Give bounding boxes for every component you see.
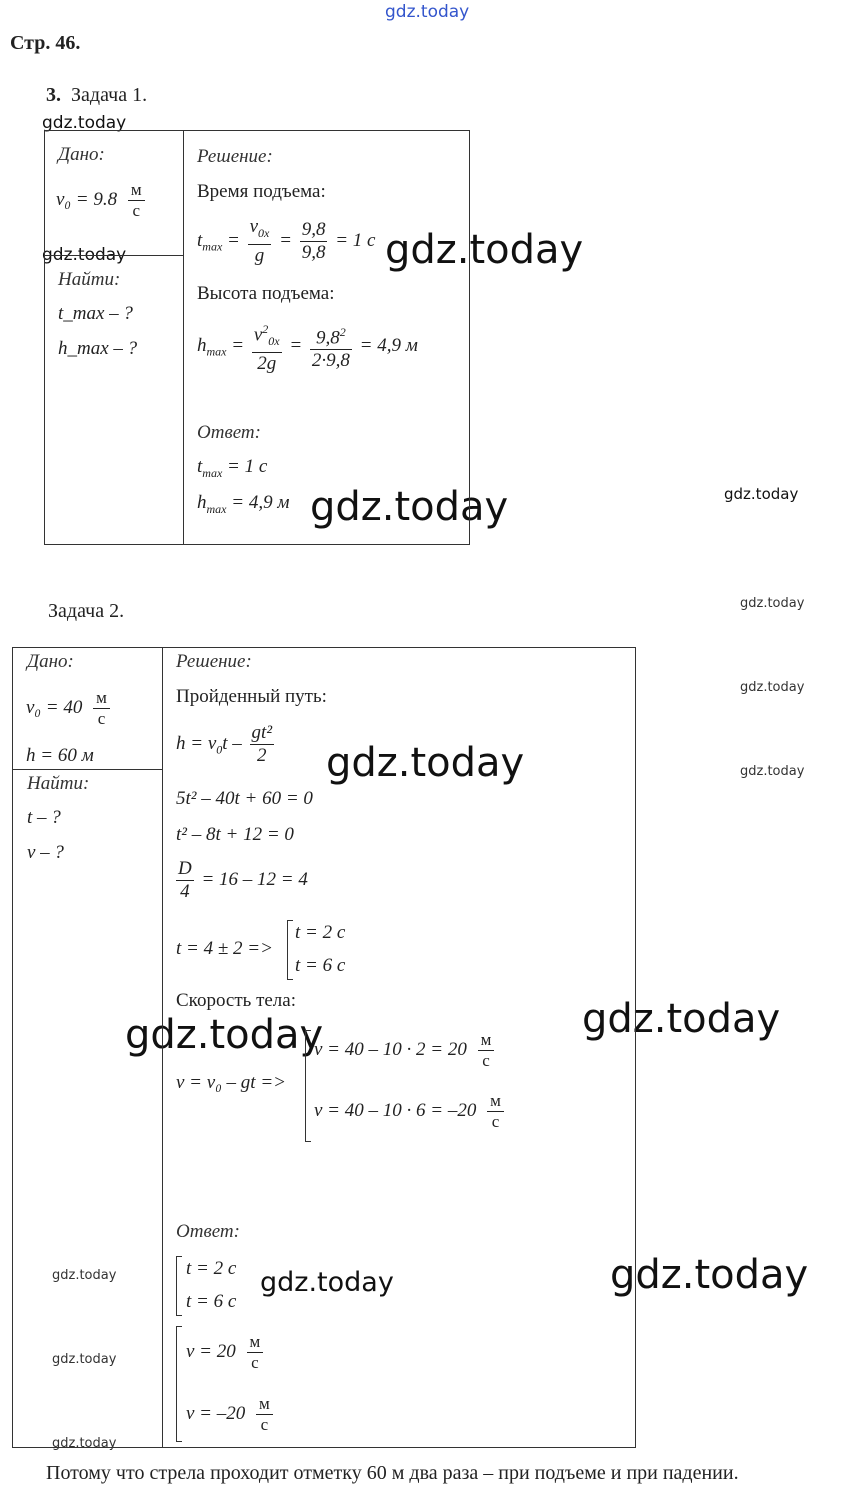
- system-bracket: [287, 920, 293, 980]
- task2-speed-lhs: v = v₀ – gt =>: [176, 1072, 286, 1093]
- watermark: gdz.today: [740, 764, 805, 779]
- unit-m-per-s: $\frac{м}{с}$: [256, 1394, 273, 1435]
- task2-divider: [162, 647, 163, 1448]
- task2-discriminant: $\frac{D}{4}$ = 16 – 12 = 4: [178, 858, 308, 902]
- watermark: gdz.today: [740, 596, 805, 611]
- task1-height-formula: $h_{max}$ = $\frac{v^2_{0x}}{2g}$ = $\frac{9,8^2}{2\cdot 9,8}$ = 4,9 м: [197, 318, 418, 375]
- task1-number: 3.: [46, 84, 61, 106]
- task2-equation-2: t² – 8t + 12 = 0: [176, 824, 294, 845]
- unit-m-per-s: $\frac{м}{с}$: [478, 1030, 495, 1071]
- task2-find-item: t – ?: [27, 807, 61, 828]
- task2-given-v0: v₀ = 40 $\frac{м}{с}$: [26, 688, 110, 729]
- watermark: gdz.today: [42, 113, 127, 133]
- task1-answer-label: Ответ:: [197, 422, 261, 443]
- task1-height-label: Высота подъема:: [197, 283, 335, 304]
- task2-answer-t: t = 2 с: [186, 1258, 237, 1279]
- task2-answer-t: t = 6 с: [186, 1291, 237, 1312]
- explanation-note: Потому что стрела проходит отметку 60 м два раза – при подъеме и при падении.: [46, 1462, 739, 1484]
- task2-speed-value: v = 40 – 10 · 6 = –20 $\frac{м}{с}$: [314, 1091, 504, 1132]
- unit-m-per-s: $\frac{м}{с}$: [93, 688, 110, 729]
- task2-root: t = 2 с: [295, 922, 346, 943]
- task1-title: Задача 1.: [71, 84, 148, 106]
- unit-m-per-s: $\frac{м}{с}$: [128, 180, 145, 221]
- task1-answer-t: $t_{max} = 1$ с: [197, 456, 268, 480]
- task1-divider: [183, 130, 184, 545]
- watermark: gdz.today: [610, 1252, 809, 1298]
- watermark: gdz.today: [740, 680, 805, 695]
- task2-speed-label: Скорость тела:: [176, 990, 296, 1011]
- task2-path-label: Пройденный путь:: [176, 686, 327, 707]
- task2-equation-1: 5t² – 40t + 60 = 0: [176, 788, 313, 809]
- task1-find-label: Найти:: [58, 269, 121, 290]
- watermark: gdz.today: [52, 1268, 117, 1283]
- task1-given-divider: [44, 255, 183, 256]
- task2-path-formula: $h = v_0t$ – $\frac{\text{gt²}}{2}$: [176, 722, 273, 766]
- watermark: gdz.today: [52, 1436, 117, 1451]
- watermark: gdz.today: [42, 245, 127, 265]
- task1-given-label: Дано:: [58, 144, 105, 165]
- watermark: gdz.today: [260, 1267, 394, 1298]
- task2-given-h: h = 60 м: [26, 745, 94, 766]
- watermark: gdz.today: [310, 484, 509, 530]
- unit-m-per-s: $\frac{м}{с}$: [247, 1332, 264, 1373]
- task2-answer-label: Ответ:: [176, 1221, 240, 1242]
- system-bracket: [176, 1326, 182, 1442]
- watermark: gdz.today: [385, 227, 584, 273]
- system-bracket: [305, 1030, 311, 1142]
- task1-rise-time-formula: $t_{max}$ = $\frac{v_{0x}}{g}$ = $\frac{9,8}{9,8}$ = 1 с: [197, 216, 376, 266]
- task1-given-v0: v₀ = 9.8 $\frac{м}{с}$: [56, 180, 145, 221]
- watermark: gdz.today: [125, 1012, 324, 1058]
- task2-find-label: Найти:: [27, 773, 90, 794]
- task2-title: Задача 2.: [48, 600, 125, 622]
- task2-speed-value: v = 40 – 10 · 2 = 20 $\frac{м}{с}$: [314, 1030, 494, 1071]
- system-bracket: [176, 1256, 182, 1316]
- task1-answer-h: $h_{max} = 4,9$ м: [197, 492, 290, 516]
- task1-solution-label: Решение:: [197, 146, 273, 167]
- task2-answer-v: v = 20 $\frac{м}{с}$: [186, 1332, 263, 1373]
- task2-roots-lhs: t = 4 ± 2 =>: [176, 938, 273, 959]
- task1-heading: [46, 84, 147, 107]
- task2-given-label: Дано:: [27, 651, 74, 672]
- watermark: gdz.today: [326, 740, 525, 786]
- task1-find-item: t_max – ?: [58, 303, 133, 324]
- task2-answer-v: v = –20 $\frac{м}{с}$: [186, 1394, 273, 1435]
- unit-m-per-s: $\frac{м}{с}$: [487, 1091, 504, 1132]
- watermark-top: gdz.today: [385, 2, 470, 22]
- task2-root: t = 6 с: [295, 955, 346, 976]
- page-reference: Стр. 46.: [10, 32, 81, 54]
- task2-find-item: v – ?: [27, 842, 64, 863]
- task1-rise-time-label: Время подъема:: [197, 181, 326, 202]
- watermark: gdz.today: [582, 996, 781, 1042]
- watermark: gdz.today: [724, 485, 799, 503]
- task1-find-item: h_max – ?: [58, 338, 138, 359]
- task2-solution-label: Решение:: [176, 651, 252, 672]
- watermark: gdz.today: [52, 1352, 117, 1367]
- task2-given-divider: [12, 769, 162, 770]
